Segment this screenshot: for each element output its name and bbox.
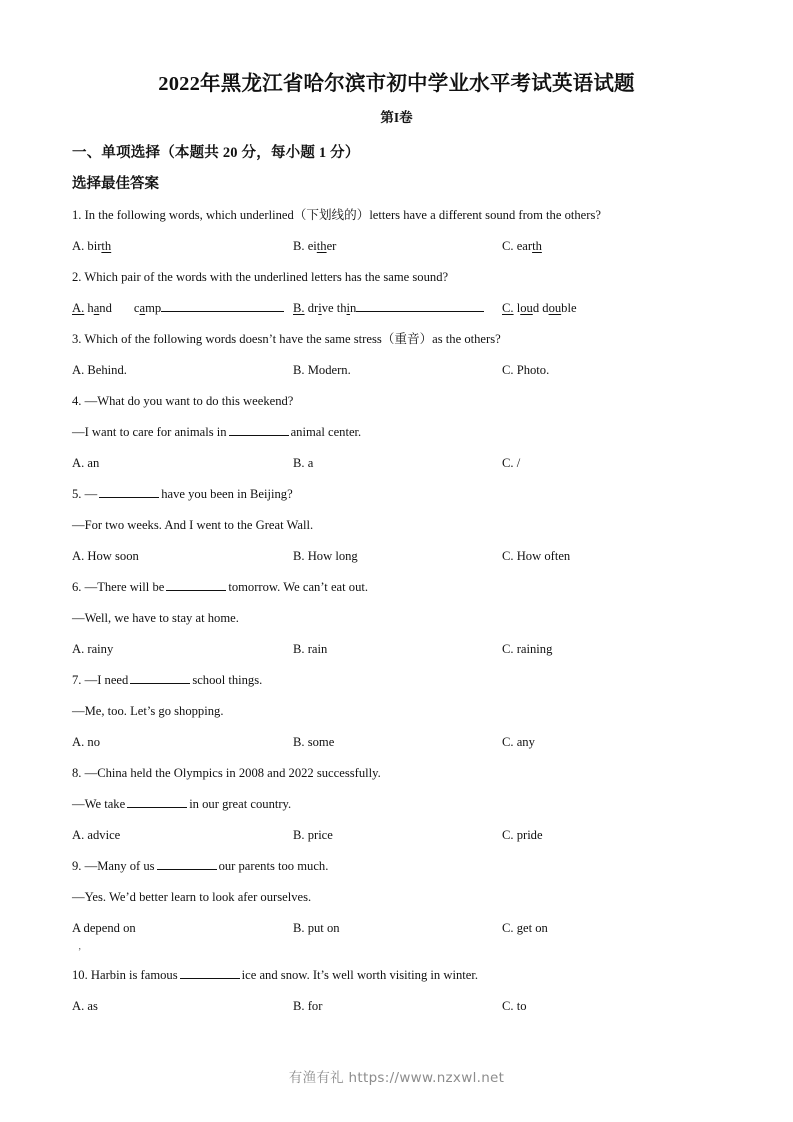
question-reply: —Well, we have to stay at home. — [72, 611, 239, 625]
q2-opt-c-w1-post: d — [532, 301, 540, 315]
q7-stem-post: school things. — [192, 673, 263, 687]
answer-blank — [229, 423, 289, 436]
q2-opt-b-w2-pre: th — [336, 301, 347, 315]
option-a[interactable]: A. Behind. — [72, 363, 127, 377]
option-a[interactable]: A. How soon — [72, 549, 139, 563]
q6-stem-post: tomorrow. We can’t eat out. — [228, 580, 369, 594]
question-stem — [72, 960, 721, 991]
q1-opt-c-pre: C. ear — [502, 239, 533, 253]
q9-stem-pre: 9. —Many of us — [72, 859, 155, 873]
q1-opt-a-pre: A. bir — [72, 239, 102, 253]
option-b[interactable]: B. price — [293, 828, 333, 842]
question-stem — [72, 665, 721, 696]
q2-opt-b-w2-ul: i — [346, 301, 351, 315]
q2-opt-c-label: C. — [502, 301, 514, 315]
question-options — [72, 991, 721, 1022]
question-options — [72, 727, 721, 758]
section-heading: 一、单项选择（本题共 20 分，每小题 1 分） — [72, 145, 360, 161]
question-stem — [72, 200, 721, 231]
q2-opt-b-w1-post: ve — [321, 301, 334, 315]
option-c[interactable]: C. raining — [502, 642, 553, 656]
q2-opt-c-w2-pre: d — [542, 301, 549, 315]
option-b[interactable] — [293, 231, 336, 262]
question-reply: —Me, too. Let’s go shopping. — [72, 704, 224, 718]
answer-blank — [127, 795, 187, 808]
option-c[interactable] — [502, 293, 577, 324]
answer-blank — [99, 485, 159, 498]
answer-rule — [161, 299, 284, 312]
question-options — [72, 634, 721, 665]
answer-blank — [166, 578, 226, 591]
q2-opt-a-w2-ul: a — [139, 301, 146, 315]
q1-stem-part1: 1. In the following words, which underlined（ — [72, 208, 307, 222]
option-b[interactable]: B. for — [293, 999, 323, 1013]
q2-opt-a-w1-ul: a — [93, 301, 100, 315]
q2-opt-c-w1-pre: l — [513, 301, 521, 315]
q2-opt-a-label: A. — [72, 301, 85, 315]
option-c[interactable]: C. to — [502, 999, 527, 1013]
option-c[interactable]: C. any — [502, 735, 535, 749]
question-options — [72, 231, 721, 262]
q5-stem-post: have you been in Beijing? — [161, 487, 293, 501]
question-reply — [72, 789, 721, 820]
option-a[interactable] — [72, 293, 284, 324]
q2-opt-c-w2-post: ble — [561, 301, 577, 315]
q2-opt-a-w1-pre: h — [84, 301, 94, 315]
option-c[interactable]: C. pride — [502, 828, 543, 842]
question-reply — [72, 417, 721, 448]
option-c[interactable]: C. How often — [502, 549, 571, 563]
question-reply: —Yes. We’d better learn to look afer ourselves. — [72, 890, 312, 904]
option-b[interactable] — [293, 293, 484, 324]
q2-opt-b-w1-pre: dr — [304, 301, 319, 315]
q5-stem-pre: 5. — — [72, 487, 98, 501]
section-subheading: 选择最佳答案 — [72, 176, 159, 192]
paper-part-label: 第I卷 — [380, 110, 413, 125]
q2-opt-a-w2-post: mp — [145, 301, 162, 315]
option-c[interactable]: C. Photo. — [502, 363, 550, 377]
q8-reply-pre: —We take — [72, 797, 126, 811]
question-options — [72, 293, 721, 324]
question-stem — [72, 572, 721, 603]
q2-opt-b-w2-post: n — [350, 301, 357, 315]
question-list — [72, 138, 721, 1022]
option-a[interactable]: A depend on — [72, 921, 136, 935]
question-reply: —For two weeks. And I went to the Great Wall. — [72, 518, 314, 532]
question-stem — [72, 324, 721, 355]
question-options — [72, 541, 721, 572]
q2-opt-a-w1-post: nd — [99, 301, 112, 315]
q10-stem-pre: 10. Harbin is famous — [72, 968, 178, 982]
q8-reply-post: in our great country. — [189, 797, 292, 811]
question-options — [72, 820, 721, 851]
question-options — [72, 355, 721, 386]
q1-opt-b-post: er — [326, 239, 337, 253]
q2-opt-b-w1-ul: i — [318, 301, 322, 315]
option-b[interactable]: B. Modern. — [293, 363, 351, 377]
option-c[interactable] — [502, 231, 542, 262]
page-title: 2022年黑龙江省哈尔滨市初中学业水平考试英语试题 — [158, 73, 635, 95]
q4-reply-pre: —I want to care for animals in — [72, 425, 227, 439]
option-a[interactable]: A. no — [72, 735, 100, 749]
option-c[interactable]: C. / — [502, 456, 521, 470]
footer-watermark: 有渔有礼 https://www.nzxwl.net — [288, 1070, 505, 1086]
question-options — [72, 913, 721, 952]
answer-blank — [180, 966, 240, 979]
q1-stem-part2: ）letters have a different sound from the others? — [356, 208, 601, 222]
option-c[interactable]: C. get on — [502, 921, 548, 935]
q1-opt-b-ul: th — [316, 239, 327, 253]
option-a[interactable]: A. an — [72, 456, 100, 470]
q2-opt-c-w1-ul: ou — [520, 301, 533, 315]
q2-opt-a-w2-pre: c — [133, 301, 140, 315]
q6-stem-pre: 6. —There will be — [72, 580, 165, 594]
q2-opt-c-w2-ul: ou — [548, 301, 562, 315]
question-stem: 8. —China held the Olympics in 2008 and 2022 successfully. — [72, 766, 381, 780]
q3-stem-part2: ）as the others? — [419, 332, 501, 346]
option-b[interactable]: B. a — [293, 456, 314, 470]
q3-stem-cn: 重音 — [394, 332, 420, 346]
q1-opt-c-ul: th — [532, 239, 542, 253]
option-a[interactable]: A. advice — [72, 828, 121, 842]
question-stem — [72, 851, 721, 882]
q1-opt-a-ul: th — [101, 239, 112, 253]
option-a[interactable] — [72, 231, 111, 262]
option-b[interactable]: B. rain — [293, 642, 328, 656]
q4-reply-post: animal center. — [290, 425, 362, 439]
question-stem — [72, 479, 721, 510]
answer-rule — [356, 299, 484, 312]
q9-stem-post: our parents too much. — [218, 859, 329, 873]
option-a[interactable]: A. rainy — [72, 642, 114, 656]
question-options — [72, 448, 721, 479]
q1-opt-b-pre: B. ei — [293, 239, 317, 253]
option-a[interactable]: A. as — [72, 999, 98, 1013]
option-b[interactable]: B. put on — [293, 921, 340, 935]
q7-stem-pre: 7. —I need — [72, 673, 129, 687]
question-stem: 2. Which pair of the words with the underlined letters has the same sound? — [72, 270, 449, 284]
question-stem: 4. —What do you want to do this weekend? — [72, 394, 294, 408]
option-b[interactable]: B. some — [293, 735, 335, 749]
q2-opt-b-label: B. — [293, 301, 305, 315]
answer-blank — [157, 857, 217, 870]
stray-mark-icon: ‚ — [78, 941, 82, 952]
answer-blank — [130, 671, 190, 684]
q3-stem-part1: 3. Which of the following words doesn’t have the same stress（ — [72, 332, 395, 346]
q1-stem-cn: 下划线的 — [306, 208, 357, 222]
q10-stem-post: ice and snow. It’s well worth visiting in winter. — [241, 968, 478, 982]
option-b[interactable]: B. How long — [293, 549, 358, 563]
